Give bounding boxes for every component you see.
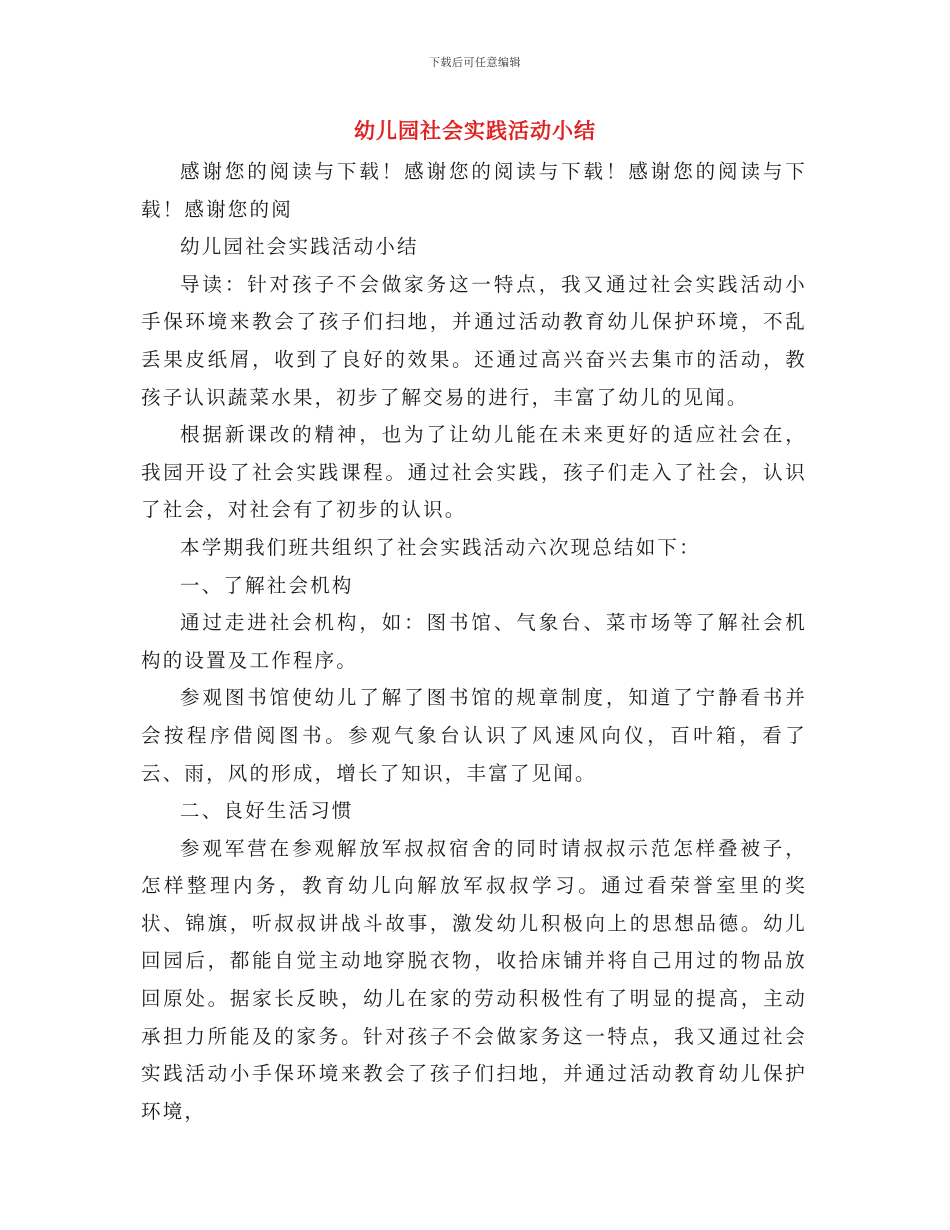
document-body [141,153,807,1130]
header-note: 下载后可任意编辑 [429,56,521,69]
paragraph-summary-lead: 本学期我们班共组织了社会实践活动六次现总结如下： [180,535,701,559]
paragraph-thanks: 感谢您的阅读与下载！感谢您的阅读与下载！感谢您的阅读与下载！感谢您的阅 [141,160,807,221]
document-title: 幼儿园社会实践活动小结 [354,119,596,143]
paragraph-section-1a: 通过走进社会机构，如：图书馆、气象台、菜市场等了解社会机构的设置及工作程序。 [141,611,807,672]
paragraph-section-2a: 参观军营在参观解放军叔叔宿舍的同时请叔叔示范怎样叠被子，怎样整理内务，教育幼儿向解放军叔叔学习。通过看荣誉室里的奖状、锦旗，听叔叔讲战斗故事，激发幼儿积极向上的思想品德。幼儿回园后，都能自觉主动地穿脱衣物，收拾床铺并将自己用过的物品放回原处。据家长反映，幼儿在家的劳动积极性有了明显的提高，主动承担力所能及的家务。针对孩子不会做家务这一特点，我又通过社会实践活动小手保环境来教会了孩子们扫地，并通过活动教育幼儿保护环境， [141,836,807,1123]
paragraph-section-1b: 参观图书馆使幼儿了解了图书馆的规章制度，知道了宁静看书并会按程序借阅图书。参观气象台认识了风速风向仪，百叶箱，看了云、雨，风的形成，增长了知识，丰富了见闻。 [141,686,807,785]
paragraph-subtitle: 幼儿园社会实践活动小结 [180,235,419,259]
paragraph-intro: 导读：针对孩子不会做家务这一特点，我又通过社会实践活动小手保环境来教会了孩子们扫地，并通过活动教育幼儿保护环境，不乱丢果皮纸屑，收到了良好的效果。还通过高兴奋兴去集市的活动，教孩子认识蔬菜水果，初步了解交易的进行，丰富了幼儿的见闻。 [141,272,807,409]
paragraph-background: 根据新课改的精神，也为了让幼儿能在未来更好的适应社会在，我园开设了社会实践课程。通过社会实践，孩子们走入了社会，认识了社会，对社会有了初步的认识。 [141,423,807,522]
section-heading-1: 一、了解社会机构 [180,573,354,597]
section-heading-2: 二、良好生活习惯 [180,799,354,823]
